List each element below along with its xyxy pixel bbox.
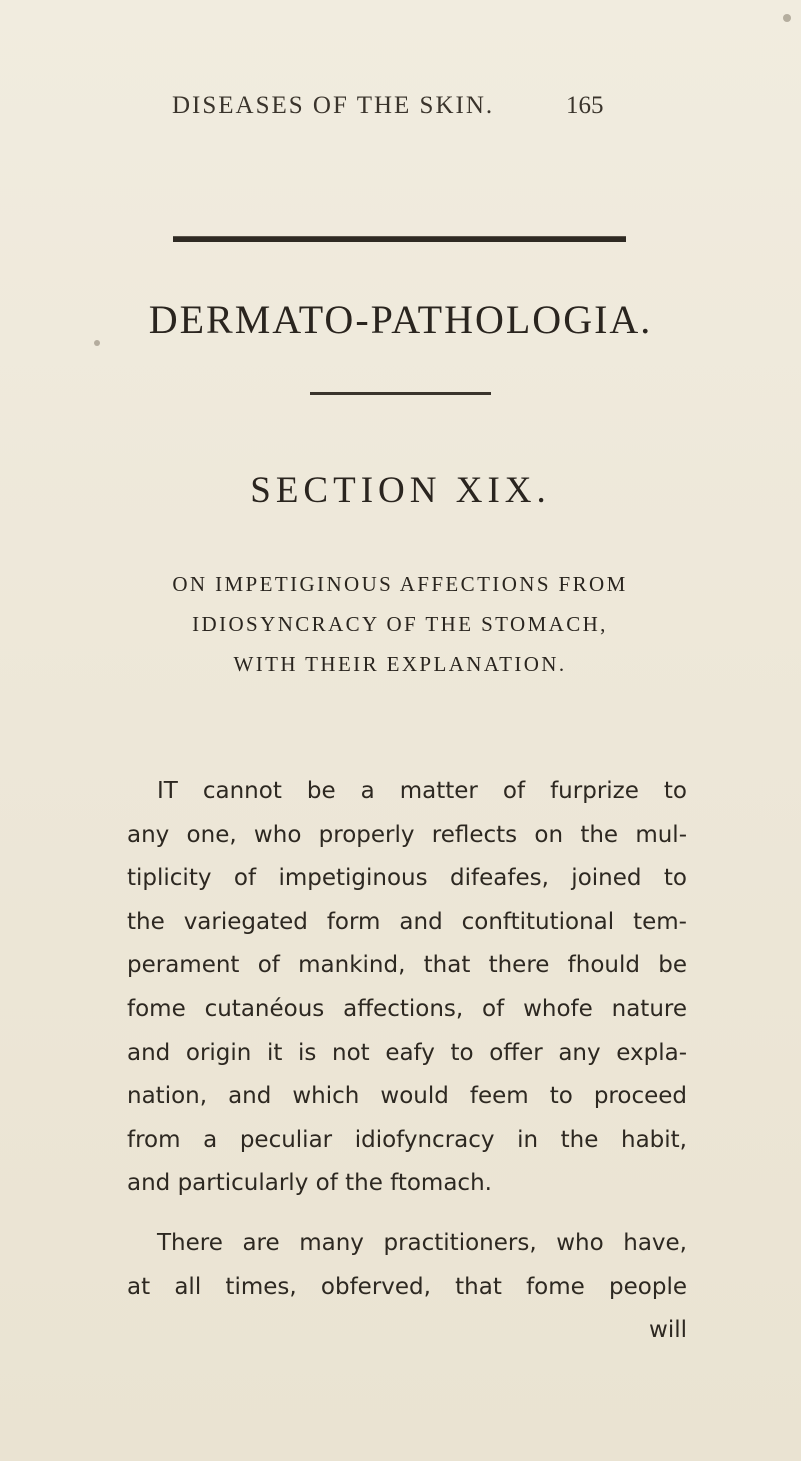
text-line: fome cutanéous affections, of whofe nature [127, 995, 687, 1022]
subheading-line: IDIOSYNCRACY OF THE STOMACH, [192, 612, 608, 636]
top-rule [173, 236, 626, 242]
text-line: There are many practitioners, who have, [157, 1229, 687, 1256]
paragraph-2 [127, 1222, 687, 1353]
paragraph-1 [127, 770, 687, 1206]
short-rule [310, 392, 491, 395]
running-head-title: DISEASES OF THE SKIN. [172, 92, 495, 119]
text-line: at all times, obferved, that fome people [127, 1273, 687, 1300]
subheading-line: ON IMPETIGINOUS AFFECTIONS FROM [172, 572, 628, 596]
paper-speck [94, 340, 100, 346]
text-line: the variegated form and conftitutional tem- [127, 908, 687, 935]
text-line: any one, who properly reflects on the mul- [127, 821, 687, 848]
running-head [0, 92, 801, 132]
main-title: DERMATO-PATHOLOGIA. [148, 297, 653, 342]
text-line: nation, and which would feem to proceed [127, 1083, 687, 1110]
text-line: and particularly of the ftomach. [127, 1170, 492, 1197]
text-line: and origin it is not eafy to offer any expla- [127, 1039, 687, 1066]
catchword: will [649, 1317, 687, 1344]
subheading-line: WITH THEIR EXPLANATION. [233, 652, 567, 676]
text-line: tiplicity of impetiginous difeafes, joined to [127, 865, 687, 892]
text-line: perament of mankind, that there fhould be [127, 952, 687, 979]
text-line: from a peculiar idiofyncracy in the habit, [127, 1126, 687, 1153]
section-heading: SECTION XIX. [250, 470, 551, 511]
section-subheading [100, 564, 700, 684]
paper-speck [783, 14, 791, 22]
text-line: IT cannot be a matter of furprize to [157, 778, 687, 804]
paragraph-gap [127, 1206, 687, 1222]
body-text [127, 770, 687, 1353]
page-number: 165 [566, 92, 604, 119]
